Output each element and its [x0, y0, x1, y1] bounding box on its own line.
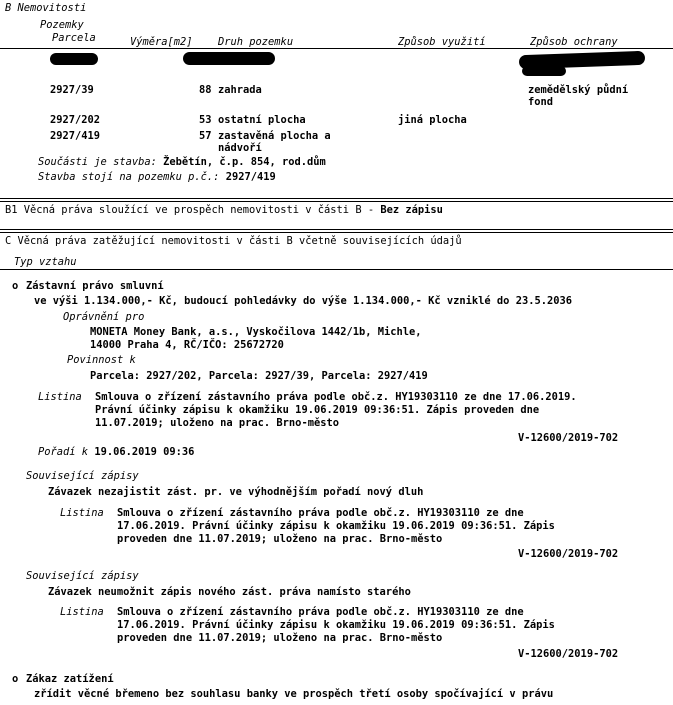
row-3-druh: zastavěná plocha a: [218, 130, 331, 142]
entry-1-title: Zástavní právo smluvní: [26, 280, 164, 292]
section-b1-status: Bez zápisu: [380, 204, 443, 216]
opravneni-line-2: 14000 Praha 4, RČ/IČO: 25672720: [90, 339, 284, 351]
row-1-parcela: 2927/39: [50, 84, 94, 96]
row-2-vymera: 53: [199, 114, 212, 126]
section-b1: [5, 204, 443, 216]
row-1-ochrana: zemědělský půdní: [528, 84, 629, 96]
col-parcela: Parcela: [52, 32, 96, 44]
stavba-line: [38, 171, 276, 183]
entry-2-bullet: o: [12, 673, 19, 685]
related-1-line-2: 17.06.2019. Právní účinky zápisu k okamžiku 19.06.2019 09:36:51. Zápis: [117, 520, 555, 532]
soucasti-value: Žebětín, č.p. 854, rod.dům: [163, 156, 326, 168]
soucasti-label: Součásti je stavba:: [38, 156, 157, 168]
poradi-line: [38, 446, 194, 458]
entry-1-listina-ref: V-12600/2019-702: [518, 432, 619, 444]
related-1-line-1: Smlouva o zřízení zástavního práva podle obč.z. HY19303110 ze dne: [117, 507, 524, 519]
related-1-line-3: proveden dne 11.07.2019; uloženo na prac. Brno-město: [117, 533, 443, 545]
related-1-label: Související zápisy: [26, 470, 139, 482]
row-2-vyuziti: jiná plocha: [398, 114, 467, 126]
row-1-vymera: 88: [199, 84, 212, 96]
col-vyuziti: Způsob využití: [398, 36, 486, 48]
col-vymera: Výměra[m2]: [130, 36, 193, 48]
entry-1-listina-label: Listina: [38, 391, 82, 403]
row-2-parcela: 2927/202: [50, 114, 101, 126]
stavba-value: 2927/419: [225, 171, 276, 183]
row-1-druh: zahrada: [218, 84, 262, 96]
row-3-druh-cont: nádvoří: [218, 142, 262, 154]
related-2-title: Závazek neumožnit zápis nového zást. práva namísto starého: [48, 586, 411, 598]
row-1-ochrana-cont: fond: [528, 96, 554, 108]
povinnost-value: Parcela: 2927/202, Parcela: 2927/39, Parcela: 2927/419: [90, 370, 428, 382]
row-3-vymera: 57: [199, 130, 212, 142]
entry-1-bullet: o: [12, 280, 19, 292]
section-b1-rule-1: [0, 198, 673, 199]
related-1-ref: V-12600/2019-702: [518, 548, 619, 560]
row-2-druh: ostatní plocha: [218, 114, 306, 126]
section-b-title: B Nemovitosti: [5, 2, 87, 14]
section-b1-text: B1 Věcná práva sloužící ve prospěch nemovitosti v části B -: [5, 204, 375, 216]
redacted-ochrana-2: [522, 66, 566, 76]
redacted-parcela: [50, 53, 98, 65]
povinnost-label: Povinnost k: [67, 354, 136, 366]
row-3-parcela: 2927/419: [50, 130, 101, 142]
section-c-title: C Věcná práva zatěžující nemovitosti v části B včetně souvisejících údajů: [5, 235, 462, 247]
related-2-line-3: proveden dne 11.07.2019; uloženo na prac. Brno-město: [117, 632, 443, 644]
related-2-ref: V-12600/2019-702: [518, 648, 619, 660]
related-1-listina-label: Listina: [60, 507, 104, 519]
section-c-rule-2: [0, 232, 673, 233]
related-2-line-1: Smlouva o zřízení zástavního práva podle obč.z. HY19303110 ze dne: [117, 606, 524, 618]
table-header-rule: [0, 48, 673, 49]
col-ochrana: Způsob ochrany: [530, 36, 618, 48]
section-b1-rule-2: [0, 201, 673, 202]
related-2-label: Související zápisy: [26, 570, 139, 582]
opravneni-line-1: MONETA Money Bank, a.s., Vyskočilova 1442/1b, Michle,: [90, 326, 422, 338]
redacted-druh: [183, 52, 275, 65]
poradi-value: 19.06.2019 09:36: [94, 446, 195, 458]
typ-vztahu-label: Typ vztahu: [14, 256, 77, 268]
section-c-rule-1: [0, 229, 673, 230]
entry-2-title: Zákaz zatížení: [26, 673, 114, 685]
entry-1-listina-line-3: 11.07.2019; uloženo na prac. Brno-město: [95, 417, 339, 429]
entry-1-listina-line-2: Právní účinky zápisu k okamžiku 19.06.2019 09:36:51. Zápis proveden dne: [95, 404, 540, 416]
related-2-listina-label: Listina: [60, 606, 104, 618]
soucasti-line: [38, 156, 326, 168]
entry-1-listina-line-1: Smlouva o zřízení zástavního práva podle obč.z. HY19303110 ze dne 17.06.2019.: [95, 391, 577, 403]
entry-1-amount: ve výši 1.134.000,- Kč, budoucí pohledávky do výše 1.134.000,- Kč vzniklé do 23.5.2036: [34, 295, 572, 307]
related-1-title: Závazek nezajistit zást. pr. ve výhodnějším pořadí nový dluh: [48, 486, 424, 498]
col-druh: Druh pozemku: [218, 36, 294, 48]
related-2-line-2: 17.06.2019. Právní účinky zápisu k okamžiku 19.06.2019 09:36:51. Zápis: [117, 619, 555, 631]
entry-2-text: zřídit věcné břemeno bez souhlasu banky ve prospěch třetí osoby spočívající v právu: [34, 688, 554, 700]
stavba-label: Stavba stojí na pozemku p.č.:: [38, 171, 220, 183]
typ-vztahu-rule: [0, 269, 673, 270]
poradi-label: Pořadí k: [38, 446, 89, 458]
pozemky-label: Pozemky: [40, 19, 84, 31]
opravneni-label: Oprávnění pro: [63, 311, 145, 323]
